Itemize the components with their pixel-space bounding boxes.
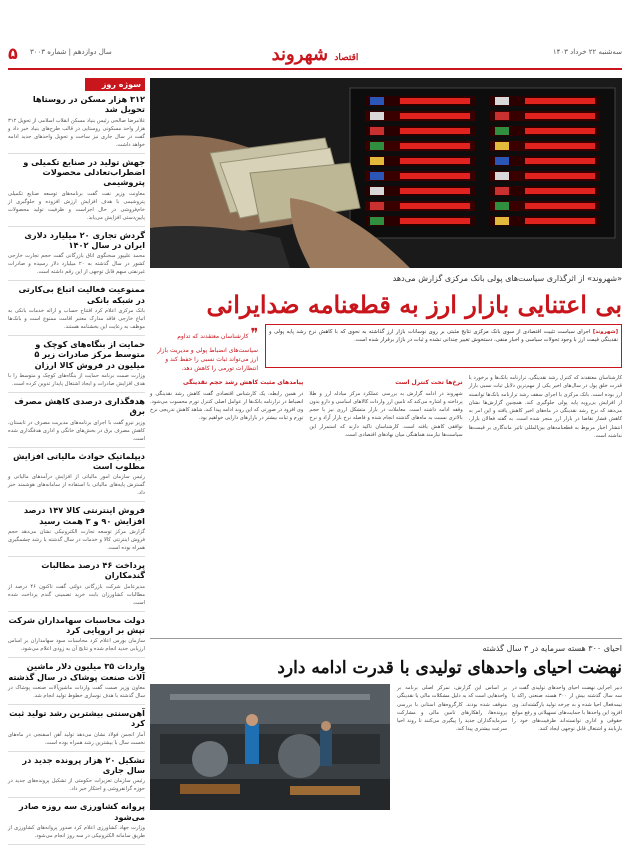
factory-photo-illustration — [150, 684, 390, 810]
sidebar-news-title: دولت محاسبات سهامداران شرکت تپش بر اروپایی کرد — [8, 614, 145, 635]
flag-icon — [370, 97, 384, 105]
sidebar-news-text: معاونت وزیر نفت گفت برنامه‌های توسعه صنایع تکمیلی پتروشیمی با هدف افزایش ارزش افزوده و جلوگیری از خام‌فروشی در حال اجراست و ظرفیت تولید محصولات پایین‌دستی افزایش می‌یابد. — [8, 190, 145, 221]
sidebar-news-item — [8, 502, 145, 557]
sidebar-news-title: پرداخت ۴۶ درصد مطالبات گندمکاران — [41, 560, 145, 581]
rate-led-digits — [525, 158, 595, 164]
rate-led-digits — [525, 98, 595, 104]
currency-exchange-photo — [150, 78, 622, 268]
sidebar-news-text: گزارش مرکز توسعه تجارت الکترونیکی نشان می‌دهد حجم فروش اینترنتی کالا و خدمات در سال گذشته با رشد چشمگیری همراه بوده است. — [8, 528, 145, 551]
pull-quote-text: کارشناسان معتقدند که تداوم سیاست‌های انضباط پولی و مدیریت بازار ارز می‌تواند ثبات نسبی را حفظ کند و انتظارات تورمی را کاهش دهد. — [157, 333, 258, 373]
sidebar-list — [8, 91, 145, 845]
sidebar-news-text: رئیس سازمان تعزیرات حکومتی از تشکیل پرونده‌های جدید در حوزه گرانفروشی و احتکار خبر داد. — [8, 778, 145, 793]
flag-icon — [370, 172, 384, 180]
lead-text: اجرای سیاست تثبیت اقتصادی از سوی بانک مرکزی نتایج مثبتی بر روی نوسانات بازار ارز گذاشته به نحوی که با کاهش نرخ رشد پایه پولی و نقدینگی قیمت ارز با وجود تحولات سیاسی و اخبار منفی، دستخوش تغییر چندانی نشده و ثبات در بازار برقرار شده است. — [269, 329, 618, 344]
sidebar-news-item — [8, 752, 145, 799]
article1-col-3 — [150, 374, 303, 634]
sidebar-news-title: ۳۱۲ هزار مسکن در روستاها تحویل شد — [32, 94, 145, 115]
article2-columns — [397, 684, 622, 810]
flag-icon — [495, 187, 509, 195]
article1-col-2 — [309, 374, 462, 634]
issue-info: سال دوازدهم | شماره ۳۰۰۳ — [30, 48, 112, 56]
flag-icon — [495, 112, 509, 120]
rate-led-digits — [400, 158, 470, 164]
sidebar-news-text: محمد علیپور سخنگوی اتاق بازرگانی گفت حجم تجارت خارجی کشور در سال گذشته به ۲۰ میلیارد دلار رسیده و صادرات غیرنفتی سهم قابل توجهی از این رقم داشته است. — [8, 253, 146, 276]
sidebar-news-title: گردش تجاری ۲۰ میلیارد دلاری ایران در سال ۱۴۰۲ — [24, 229, 145, 250]
rate-led-digits — [525, 128, 595, 134]
article1-col-1 — [469, 374, 622, 634]
sidebar-news-title: دیپلماتیک حوادث مالیاتی افزایش مطلوب است — [13, 450, 145, 471]
rate-led-digits — [400, 113, 470, 119]
sidebar-news-item — [8, 91, 145, 154]
flag-icon — [370, 187, 384, 195]
rate-led-digits — [400, 143, 470, 149]
rate-led-digits — [525, 173, 595, 179]
rate-led-digits — [525, 203, 595, 209]
sidebar-news-briefs — [8, 78, 146, 839]
sidebar-news-title: پروانه کشاورزی سه روزه صادر می‌شود — [19, 801, 145, 822]
sidebar-news-title: حمایت از بنگاه‌های کوچک و متوسط مرکز صادرات زیر ۵ میلیون در فروش کالا ارزان — [34, 339, 145, 370]
article1-pull-quote — [150, 324, 258, 374]
sidebar-news-item — [8, 557, 145, 612]
col3-subheading: پیامدهای مثبت کاهش رشد حجم نقدینگی — [183, 379, 304, 386]
flag-icon — [495, 127, 509, 135]
main-content — [150, 78, 622, 810]
sidebar-news-text: معاون وزیر صمت گفت واردات ماشین‌آلات صنعت پوشاک در سال گذشته با هدف نوسازی خطوط تولید انجام شد. — [8, 684, 145, 699]
rate-led-digits — [400, 203, 470, 209]
flag-icon — [370, 217, 384, 225]
sidebar-news-item — [8, 336, 145, 393]
article2-col2-text: بر اساس این گزارش، تمرکز اصلی برنامه بر واحدهایی است که به دلیل مشکلات مالی یا نقدینگی متوقف شده بودند. کارگروه‌های استانی با بررسی پرونده‌ها، راهکارهای تامین مالی و مشارکت سرمایه‌گذاران جدید را پیگیری می‌کنند تا روند احیا سرعت بیشتری پیدا کند. — [397, 685, 507, 733]
flag-icon — [370, 202, 384, 210]
issue-date: سه‌شنبه ۲۲ خرداد ۱۴۰۳ — [552, 48, 622, 56]
sidebar-news-item — [8, 448, 145, 503]
rate-led-digits — [400, 128, 470, 134]
sidebar-news-item — [8, 154, 145, 227]
sidebar-news-text: آمار انجمن فولاد نشان می‌دهد تولید آهن اسفنجی در ماه‌های نخست سال با بیشترین رشد همراه بوده است. — [8, 731, 145, 746]
quote-mark-icon: ❞ — [250, 326, 258, 342]
sidebar-news-text: بانک مرکزی اعلام کرد افتتاح حساب و ارائه خدمات بانکی به اتباع خارجی فاقد مدارک معتبر اقامت ممنوع است و بانک‌ها موظف به رعایت این بخشنامه هستند. — [8, 307, 145, 331]
col3-text: در همین رابطه، یک کارشناس اقتصادی گفت کاهش رشد نقدینگی و انضباط در ترازنامه بانک‌ها از عوامل اصلی کنترل تورم محسوب می‌شود. وی افزود در صورتی که این روند ادامه پیدا کند، شاهد کاهش تدریجی نرخ تورم و ثبات بیشتر در بازارهای دارایی خواهیم بود. — [150, 390, 304, 422]
flag-icon — [495, 217, 509, 225]
sidebar-news-text: رئیس سازمان امور مالیاتی از افزایش درآمدهای مالیاتی و گسترش پایه‌های مالیاتی با استفاده از سامانه‌های هوشمند خبر داد. — [8, 474, 145, 497]
article2-kicker: احیای ۳۰۰ هسته سرمایه در ۳ سال گذشته — [482, 644, 622, 653]
rate-led-digits — [400, 98, 470, 104]
col1-text: کارشناسان معتقدند که کنترل رشد نقدینگی، ترازنامه بانک‌ها و برخورد با قدرت خلق پول در سال‌های اخیر یکی از مهم‌ترین دلایل ثبات نسبی بازار ارز بوده است. بانک مرکزی با اجرای سقف رشد ترازنامه بانک‌ها توانسته از افزایش بی‌رویه پایه پولی جلوگیری کند. همچنین گزارش‌ها نشان می‌دهد که نرخ رشد نقدینگی در ماه‌های اخیر کاهش یافته و این امر به کاهش فشار تقاضا در بازار ارز منجر شده است. به گفته فعالان بازار، انتشار اخبار مربوط به قطعنامه‌های بین‌المللی تاثیر ماندگاری بر قیمت‌ها نداشته است. — [468, 375, 622, 439]
flag-icon — [370, 157, 384, 165]
masthead — [8, 40, 622, 70]
article2-col-2 — [397, 684, 507, 810]
sidebar-news-title: تشکیل ۲۰ هزار پرونده جدید در سال جاری — [22, 754, 145, 775]
sidebar-news-item — [8, 658, 145, 705]
currency-photo-illustration — [150, 78, 622, 268]
sidebar-news-title: واردات ۳۵ میلیون دلار ماشین آلات صنعت پوشاک در سال گذشته — [8, 661, 145, 682]
flag-icon — [370, 142, 384, 150]
col2-text: شهروند در ادامه گزارش به بررسی عملکرد مرکز مبادله ارز و طلا پرداخته و اشاره می‌کند که تامین ارز واردات کالاهای اساسی و دارو بدون وقفه ادامه داشته است. معاملات در بازار متشکل ارزی نیز با حجم بالاتری نسبت به ماه‌های گذشته انجام شده و فاصله نرخ بازار آزاد و نرخ توافقی کاهش یافته است. کارشناسان تاکید دارند که استمرار این سیاست‌ها نیازمند هماهنگی میان نهادهای اقتصادی است. — [309, 390, 463, 438]
sidebar-news-text: سازمان بورس اعلام کرد محاسبات سود سهامداران بر اساس ارزیابی جدید انجام شده و نتایج آن به زودی اعلام می‌شود. — [8, 638, 145, 653]
flag-icon — [495, 97, 509, 105]
factory-photo — [150, 684, 390, 810]
sidebar-news-text: مدیرعامل شرکت بازرگانی دولتی گفت تاکنون ۴۶ درصد از مطالبات کشاورزان بابت خرید تضمینی گندم پرداخت شده است. — [8, 583, 145, 606]
sidebar-news-title: فروش اینترنتی کالا ۱۴۷ درصد افزایش ۹۰ و ۳ همت رسید — [23, 505, 145, 526]
flag-icon — [495, 202, 509, 210]
sidebar-news-item — [8, 227, 145, 282]
article2-col1-text: دبیر اجرایی نهضت احیای واحدهای تولیدی گفت در سه سال گذشته بیش از ۳۰۰ هسته صنعتی راکد یا نیمه‌فعال احیا شده و به چرخه تولید بازگشته‌اند. وی افزود این واحدها با حمایت‌های تسهیلاتی و رفع موانع حقوقی و اداری توانسته‌اند ظرفیت‌های خود را بازیابند و اشتغال قابل توجهی ایجاد کنند. — [512, 685, 622, 733]
section-divider — [150, 638, 622, 639]
sidebar-news-item — [8, 798, 145, 845]
rate-led-digits — [400, 218, 470, 224]
article1-headline: بی اعتنایی بازار ارز به قطعنامه ضدایرانی — [206, 290, 622, 319]
flag-icon — [370, 127, 384, 135]
flag-icon — [495, 172, 509, 180]
sidebar-news-item — [8, 612, 145, 659]
rate-led-digits — [400, 188, 470, 194]
sidebar-news-title: هدفگذاری درصدی کاهش مصرف برق — [14, 396, 145, 417]
sidebar-news-item — [8, 705, 145, 752]
newspaper-logo — [272, 44, 359, 65]
flag-icon — [370, 112, 384, 120]
sidebar-news-title: آهن‌سنتی بیشترین رشد تولید ثبت کرد — [9, 708, 145, 729]
rate-led-digits — [400, 173, 470, 179]
rate-led-digits — [525, 218, 595, 224]
sidebar-news-item — [8, 281, 145, 336]
article2-headline: نهضت احیای واحدهای تولیدی با قدرت ادامه دارد — [277, 658, 622, 678]
logo-text: شهروند — [271, 44, 329, 65]
rate-led-digits — [525, 143, 595, 149]
sidebar-heading: سوژه روز — [85, 78, 145, 91]
section-name: اقتصاد — [334, 53, 359, 63]
sidebar-news-text: غلامرضا صالحی رئیس بنیاد مسکن انقلاب اسلامی از تحویل ۳۱۲ هزار واحد مسکونی روستایی در قالب طرح‌های بنیاد خبر داد و گفت در سال جاری نیز ساخت و تحویل واحدهای جدید ادامه خواهد داشت. — [8, 117, 145, 148]
sidebar-news-text: وزیر نیرو گفت با اجرای برنامه‌های مدیریت مصرف در تابستان، کاهش مصرف برق در بخش‌های خانگی و اداری هدفگذاری شده است. — [8, 419, 145, 442]
article1-columns — [150, 374, 622, 634]
article2-col-1 — [512, 684, 622, 810]
sidebar-news-title: جهش تولید در صنایع تکمیلی و اضطراب‌تعادلی محصولات پتروشیمی — [23, 156, 145, 188]
flag-icon — [495, 157, 509, 165]
rate-led-digits — [525, 113, 595, 119]
sidebar-news-title: ممنوعیت فعالیت اتباع بی‌کارتی در شبکه بانکی — [18, 284, 145, 305]
page-number: ۵ — [8, 44, 18, 63]
lead-label: [شهروند] — [592, 329, 618, 335]
article1-kicker: «شهروند» از اثرگذاری سیاست‌های پولی بانک مرکزی گزارش می‌دهد — [392, 274, 622, 283]
sidebar-news-text: وزارت جهاد کشاورزی اعلام کرد صدور پروانه‌های کشاورزی از طریق سامانه الکترونیکی در سه روز انجام می‌شود. — [8, 824, 145, 839]
sidebar-news-item — [8, 393, 145, 448]
flag-icon — [495, 142, 509, 150]
rate-led-digits — [525, 188, 595, 194]
sidebar-news-text: وزارت صمت برنامه حمایت از بنگاه‌های کوچک و متوسط را با هدف افزایش صادرات و ایجاد اشتغال پایدار تدوین کرده است. — [8, 372, 145, 387]
col2-subheading: نرخ‌ها تحت کنترل است — [395, 379, 463, 386]
article1-lead — [265, 324, 622, 368]
